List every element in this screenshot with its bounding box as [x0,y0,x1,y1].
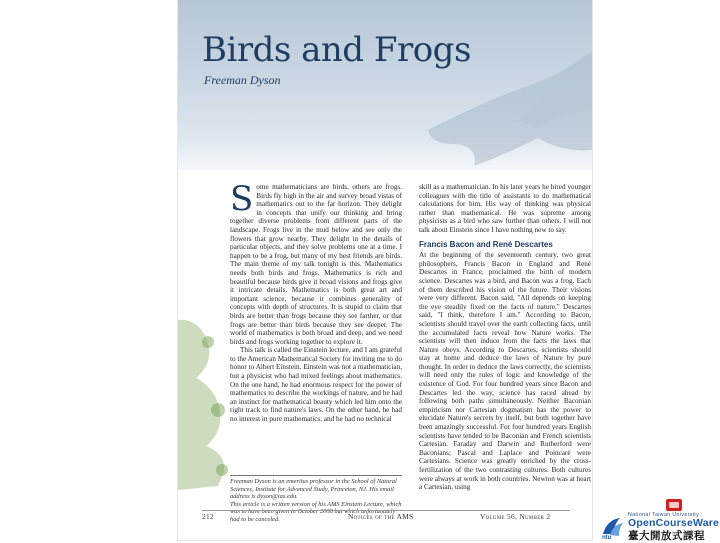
lecture-note: This article is a written version of his AMS Einstein Lecture, which was to have been given in October 2008 but which unfortunately had to be canceled. [230,500,402,523]
text-column-left [230,179,402,424]
text-column-right [419,183,591,492]
article-title: Birds and Frogs [202,30,471,70]
paragraph: This talk is called the Einstein lecture, and I am grateful to the American Mathematical Society for inviting me to do honor to Albert Einstein. Einstein was not a mathematician, but a physicist who had mixed feelings about mathematics. On the one hand, he had enormous respect for the power of mathematics to describe the workings of nature, and he had an instinct for mathematical beauty which led him onto the right track to find nature's laws. On the other hand, he had no interest in pure mathematics, and he had no technical [230,346,402,424]
svg-text:ntu: ntu [602,535,612,540]
opening-paragraph: Some mathematicians are birds, others are frogs. Birds fly high in the air and survey broad vistas of mathematics out to the far horizon. They delight in concepts that unify our thinking and bring together diverse problems from different parts of the landscape. Frogs live in the mud below and see only the flowers that grow nearby. They delight in the details of particular objects, and they solve problems one at a time. I happen to be a frog, but many of my best friends are birds. The main theme of my talk tonight is this. Mathematics needs both birds and frogs. Mathematics is rich and beautiful because birds give it broad visions and frogs give it intricate details. Mathematics is both great art and important science, because it combines generality of concepts with depth of structures. It is stupid to claim that birds are better than frogs because they see farther, or that frogs are better than birds because they see deeper. The world of mathematics is both broad and deep, and we need birds and frogs working together to explore it. [230,179,402,346]
footer-divider [202,510,570,511]
footnote-divider [230,475,402,476]
author-bio: Freeman Dyson is an emeritus professor in the School of Natural Sciences, Institute for Advanced Study, Princeton, NJ. His email address is dyson@ias.edu. [230,478,397,501]
ocw-chinese-label: 臺大開放式課程 [628,530,705,542]
ntu-ocw-logo-icon [600,514,626,540]
paragraph: skill as a mathematician. In his later years he hired younger colleagues with the title of assistants to do mathematical calculations for him. His way of thinking was physical rather than mathematical. He was supreme among physicists as a bird who saw further than others. I will not talk about Einstein since I have nothing new to say. [419,183,591,234]
page-number: 212 [202,512,214,521]
ocw-university-label: National Taiwan University [628,512,700,518]
drop-cap: S [230,179,254,219]
paragraph: At the beginning of the seventeenth century, two great philosophers, Francis Bacon in England and René Descartes in France, proclaimed the birth of modern science. Descartes was a bird, and Bacon was a frog. Each of them described his vision of the future. Their visions were very different. Bacon said, "All depends on keeping the eye steadily fixed on the facts of nature." Descartes said, "I think, therefore I am." According to Bacon, scientists should travel over the earth collecting facts, until the accumulated facts reveal how Nature works. The scientists will then induce from the facts the laws that Nature obeys. According to Descartes, scientists should stay at home and deduce the laws of Nature by pure thought. In order to deduce the laws correctly, the scientists will need only the rules of logic and knowledge of the existence of God. For four hundred years since Bacon and Descartes led the way, science has raced ahead by following both paths simultaneously. Neither Baconian empiricism nor Cartesian dogmatism has the power to elucidate Nature's secrets by itself, but both together have been amazingly successful. For four hundred years English scientists have tended to be Baconian and French scientists Cartesian. Faraday and Darwin and Rutherford were Baconians; Pascal and Laplace and Poincaré were Cartesians. Science was greatly enriched by the cross-fertilization of the two contrasting cultures. Both cultures were always at work in both countries. Newton was at heart a Cartesian, using [419,251,591,492]
section-heading: Francis Bacon and René Descartes [419,239,553,249]
ocw-logo-block [600,512,718,540]
journal-name: Notices of the AMS [348,512,414,521]
volume-info: Volume 56, Number 2 [480,512,551,521]
article-page [178,0,592,540]
article-author: Freeman Dyson [204,73,281,87]
license-badge-icon[interactable] [666,499,682,511]
ocw-name-label: OpenCourseWare [628,517,720,529]
